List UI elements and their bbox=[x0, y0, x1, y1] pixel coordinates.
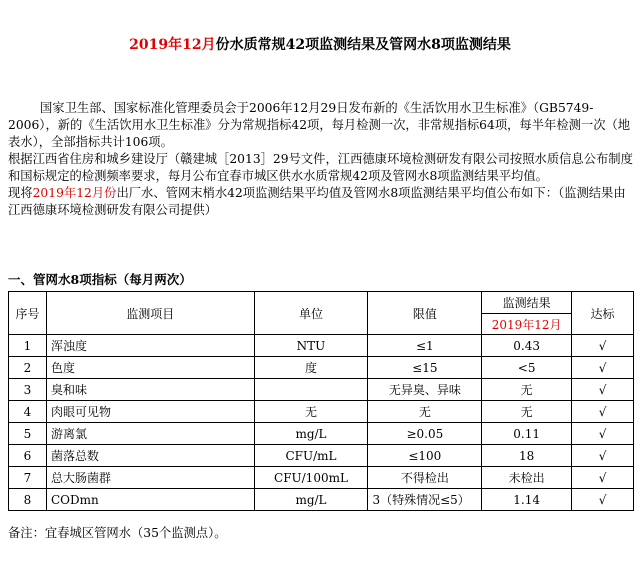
header-result: 监测结果 bbox=[482, 292, 572, 314]
header-item: 监测项目 bbox=[46, 292, 254, 335]
cell-result: 无 bbox=[482, 379, 572, 401]
results-table bbox=[8, 291, 634, 511]
header-result-month: 2019年12月 bbox=[482, 314, 572, 335]
header-pass: 达标 bbox=[572, 292, 634, 335]
cell-unit: CFU/100mL bbox=[254, 467, 368, 489]
cell-result: 1.14 bbox=[482, 489, 572, 511]
cell-pass: √ bbox=[572, 445, 634, 467]
intro-paragraph-3 bbox=[8, 185, 634, 219]
cell-pass: √ bbox=[572, 467, 634, 489]
cell-pass: √ bbox=[572, 357, 634, 379]
table-row bbox=[9, 423, 634, 445]
cell-seq: 4 bbox=[9, 401, 47, 423]
footnote: 备注：宜春城区管网水（35个监测点）。 bbox=[8, 526, 227, 540]
intro-paragraph-2: 根据江西省住房和城乡建设厅（赣建城［2013］29号文件，江西德康环境检测研发有限公司按照水质信息公布制度和国标规定的检测频率要求，每月公布宜春市城区供水水质常规42项及管网水8项监测结果平均值。 bbox=[8, 152, 633, 183]
cell-pass: √ bbox=[572, 379, 634, 401]
title-rest: 份水质常规42项监测结果及管网水8项监测结果 bbox=[215, 37, 511, 53]
cell-item: 浑浊度 bbox=[46, 335, 254, 357]
cell-pass: √ bbox=[572, 423, 634, 445]
table-row bbox=[9, 357, 634, 379]
cell-limit: ≤1 bbox=[368, 335, 482, 357]
intro-p3-month: 2019年12月份 bbox=[32, 186, 117, 200]
cell-item: 臭和味 bbox=[46, 379, 254, 401]
table-row bbox=[9, 445, 634, 467]
cell-result: 0.43 bbox=[482, 335, 572, 357]
intro-text bbox=[8, 100, 634, 219]
cell-pass: √ bbox=[572, 335, 634, 357]
cell-seq: 7 bbox=[9, 467, 47, 489]
cell-limit: 无 bbox=[368, 401, 482, 423]
cell-limit: ≥0.05 bbox=[368, 423, 482, 445]
table-row bbox=[9, 335, 634, 357]
cell-limit: ≤15 bbox=[368, 357, 482, 379]
cell-seq: 3 bbox=[9, 379, 47, 401]
cell-item: CODmn bbox=[46, 489, 254, 511]
intro-p3-post: 出厂水、管网末梢水42项监测结果平均值及管网水8项监测结果平均值公布如下：（监测结果由江西德康环境检测研发有限公司提供） bbox=[8, 186, 626, 217]
cell-unit: mg/L bbox=[254, 489, 368, 511]
cell-unit: mg/L bbox=[254, 423, 368, 445]
cell-unit bbox=[254, 379, 368, 401]
cell-result: 18 bbox=[482, 445, 572, 467]
cell-result: 0.11 bbox=[482, 423, 572, 445]
cell-pass: √ bbox=[572, 401, 634, 423]
cell-item: 菌落总数 bbox=[46, 445, 254, 467]
section-title: 一、管网水8项指标（每月两次） bbox=[8, 272, 192, 287]
cell-result: 无 bbox=[482, 401, 572, 423]
header-unit: 单位 bbox=[254, 292, 368, 335]
cell-seq: 5 bbox=[9, 423, 47, 445]
intro-paragraph-1: 国家卫生部、国家标准化管理委员会于2006年12月29日发布新的《生活饮用水卫生标准》（GB5749-2006），新的《生活饮用水卫生标准》分为常规指标42项，每月检测一次，非常规指标64项，每半年检测一次（地表水），全部指标共计106项。 bbox=[8, 101, 631, 149]
cell-seq: 1 bbox=[9, 335, 47, 357]
cell-result: <5 bbox=[482, 357, 572, 379]
cell-limit: 不得检出 bbox=[368, 467, 482, 489]
table-row bbox=[9, 379, 634, 401]
cell-unit: NTU bbox=[254, 335, 368, 357]
cell-seq: 2 bbox=[9, 357, 47, 379]
cell-item: 色度 bbox=[46, 357, 254, 379]
cell-unit: 度 bbox=[254, 357, 368, 379]
table-row bbox=[9, 489, 634, 511]
cell-unit: 无 bbox=[254, 401, 368, 423]
cell-unit: CFU/mL bbox=[254, 445, 368, 467]
cell-item: 总大肠菌群 bbox=[46, 467, 254, 489]
cell-pass: √ bbox=[572, 489, 634, 511]
header-limit: 限值 bbox=[368, 292, 482, 335]
cell-limit: 3（特殊情况≤5） bbox=[368, 489, 482, 511]
cell-limit: ≤100 bbox=[368, 445, 482, 467]
page-title bbox=[0, 34, 640, 54]
cell-limit: 无异臭、异味 bbox=[368, 379, 482, 401]
cell-item: 游离氯 bbox=[46, 423, 254, 445]
intro-p3-pre: 现将 bbox=[8, 186, 33, 200]
cell-item: 肉眼可见物 bbox=[46, 401, 254, 423]
header-seq: 序号 bbox=[9, 292, 47, 335]
table-row bbox=[9, 467, 634, 489]
title-month: 2019年12月 bbox=[129, 37, 216, 53]
cell-seq: 8 bbox=[9, 489, 47, 511]
table-row bbox=[9, 401, 634, 423]
cell-result: 未检出 bbox=[482, 467, 572, 489]
cell-seq: 6 bbox=[9, 445, 47, 467]
